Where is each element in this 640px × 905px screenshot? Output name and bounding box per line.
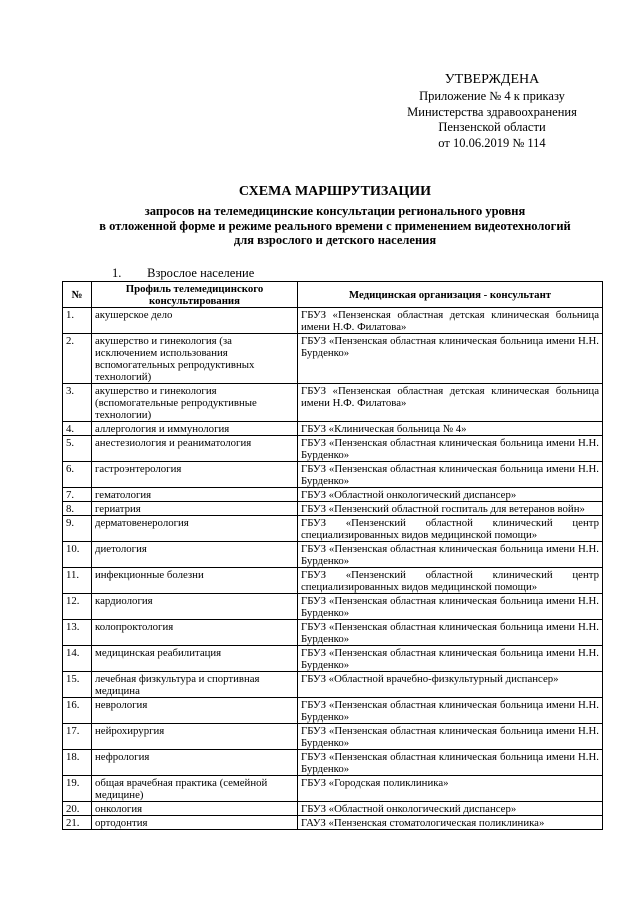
header-profile: Профиль телемедицинского консультирования — [92, 282, 298, 308]
table-row — [63, 646, 603, 672]
header-org: Медицинская организация - консультант — [298, 282, 603, 308]
row-number: 15. — [63, 672, 92, 698]
table-row — [63, 594, 603, 620]
row-profile: общая врачебная практика (семейной медицине) — [92, 776, 298, 802]
table-row — [63, 816, 603, 830]
table-row — [63, 568, 603, 594]
row-number: 7. — [63, 488, 92, 502]
row-number: 17. — [63, 724, 92, 750]
row-number: 6. — [63, 462, 92, 488]
table-row — [63, 308, 603, 334]
row-organization: ГБУЗ «Пензенская областная клиническая больница имени Н.Н. Бурденко» — [298, 462, 603, 488]
table-row — [63, 488, 603, 502]
row-number: 5. — [63, 436, 92, 462]
row-profile: онкология — [92, 802, 298, 816]
approval-title: УТВЕРЖДЕНА — [444, 72, 540, 87]
header-num: № — [63, 282, 92, 308]
row-profile: кардиология — [92, 594, 298, 620]
row-number: 16. — [63, 698, 92, 724]
routing-table — [62, 281, 603, 830]
row-number: 12. — [63, 594, 92, 620]
row-organization: ГБУЗ «Пензенская областная клиническая больница имени Н.Н. Бурденко» — [298, 542, 603, 568]
row-profile: диетология — [92, 542, 298, 568]
row-organization: ГБУЗ «Пензенская областная клиническая больница имени Н.Н. Бурденко» — [298, 724, 603, 750]
row-profile: гематология — [92, 488, 298, 502]
row-number: 8. — [63, 502, 92, 516]
row-number: 13. — [63, 620, 92, 646]
table-row — [63, 334, 603, 384]
row-profile: дерматовенерология — [92, 516, 298, 542]
document-subtitle — [40, 204, 630, 248]
row-profile: нефрология — [92, 750, 298, 776]
table-row — [63, 750, 603, 776]
row-profile: акушерское дело — [92, 308, 298, 334]
row-number: 9. — [63, 516, 92, 542]
row-organization: ГБУЗ «Пензенская областная клиническая больница имени Н.Н. Бурденко» — [298, 750, 603, 776]
table-row — [63, 422, 603, 436]
approval-stamp — [392, 70, 592, 151]
table-row — [63, 776, 603, 802]
row-organization: ГАУЗ «Пензенская стоматологическая поликлиника» — [298, 816, 603, 830]
row-profile: акушерство и гинекология (за исключением использования вспомогательных репродуктивных технологий) — [92, 334, 298, 384]
approval-line: Приложение № 4 к приказу — [419, 89, 565, 103]
row-organization: ГБУЗ «Пензенская областная детская клиническая больница имени Н.Ф. Филатова» — [298, 308, 603, 334]
table-row — [63, 542, 603, 568]
row-number: 1. — [63, 308, 92, 334]
row-number: 2. — [63, 334, 92, 384]
row-profile: инфекционные болезни — [92, 568, 298, 594]
subtitle-line: для взрослого и детского населения — [233, 233, 437, 247]
table-row — [63, 384, 603, 422]
subtitle-line: запросов на телемедицинские консультации регионального уровня — [144, 204, 526, 218]
row-number: 4. — [63, 422, 92, 436]
table-row — [63, 436, 603, 462]
row-organization: ГБУЗ «Областной онкологический диспансер» — [298, 488, 603, 502]
section-title: Взрослое население — [147, 266, 255, 280]
row-organization: ГБУЗ «Пензенская областная клиническая больница имени Н.Н. Бурденко» — [298, 594, 603, 620]
row-number: 11. — [63, 568, 92, 594]
subtitle-line: в отложенной форме и режиме реального времени с применением видеотехнологий — [99, 218, 571, 233]
row-profile: аллергология и иммунология — [92, 422, 298, 436]
row-organization: ГБУЗ «Пензенская областная клиническая больница имени Н.Н. Бурденко» — [298, 646, 603, 672]
table-row — [63, 516, 603, 542]
row-profile: гастроэнтерология — [92, 462, 298, 488]
row-organization: ГБУЗ «Клиническая больница № 4» — [298, 422, 603, 436]
row-organization: ГБУЗ «Пензенский областной госпиталь для ветеранов войн» — [298, 502, 603, 516]
table-row — [63, 620, 603, 646]
table-header-row — [63, 282, 603, 308]
table-row — [63, 462, 603, 488]
table-row — [63, 724, 603, 750]
row-organization: ГБУЗ «Областной онкологический диспансер» — [298, 802, 603, 816]
row-organization: ГБУЗ «Пензенская областная детская клиническая больница имени Н.Ф. Филатова» — [298, 384, 603, 422]
row-organization: ГБУЗ «Пензенская областная клиническая больница имени Н.Н. Бурденко» — [298, 436, 603, 462]
row-organization: ГБУЗ «Пензенский областной клинический центр специализированных видов медицинской помощи» — [298, 516, 603, 542]
table-row — [63, 502, 603, 516]
row-number: 19. — [63, 776, 92, 802]
section-number: 1. — [112, 266, 122, 280]
row-organization: ГБУЗ «Областной врачебно-физкультурный диспансер» — [298, 672, 603, 698]
row-profile: нейрохирургия — [92, 724, 298, 750]
table-row — [63, 698, 603, 724]
row-profile: ортодонтия — [92, 816, 298, 830]
row-organization: ГБУЗ «Пензенская областная клиническая больница имени Н.Н. Бурденко» — [298, 698, 603, 724]
row-profile: анестезиология и реаниматология — [92, 436, 298, 462]
row-organization: ГБУЗ «Пензенский областной клинический центр специализированных видов медицинской помощи» — [298, 568, 603, 594]
table-row — [63, 672, 603, 698]
row-organization: ГБУЗ «Пензенская областная клиническая больница имени Н.Н. Бурденко» — [298, 620, 603, 646]
row-number: 3. — [63, 384, 92, 422]
row-number: 14. — [63, 646, 92, 672]
row-organization: ГБУЗ «Пензенская областная клиническая больница имени Н.Н. Бурденко» — [298, 334, 603, 384]
row-profile: колопроктология — [92, 620, 298, 646]
row-profile: акушерство и гинекология (вспомогательные репродуктивные технологии) — [92, 384, 298, 422]
row-number: 20. — [63, 802, 92, 816]
row-number: 18. — [63, 750, 92, 776]
row-profile: неврология — [92, 698, 298, 724]
table-row — [63, 802, 603, 816]
row-number: 21. — [63, 816, 92, 830]
approval-line: Пензенской области — [438, 120, 546, 134]
row-profile: гериатрия — [92, 502, 298, 516]
row-profile: лечебная физкультура и спортивная медицина — [92, 672, 298, 698]
row-organization: ГБУЗ «Городская поликлиника» — [298, 776, 603, 802]
approval-line: Министерства здравоохранения — [407, 104, 577, 119]
row-profile: медицинская реабилитация — [92, 646, 298, 672]
row-number: 10. — [63, 542, 92, 568]
document-title: СХЕМА МАРШРУТИЗАЦИИ — [238, 184, 432, 199]
approval-line: от 10.06.2019 № 114 — [438, 135, 546, 150]
section-heading — [112, 266, 254, 281]
